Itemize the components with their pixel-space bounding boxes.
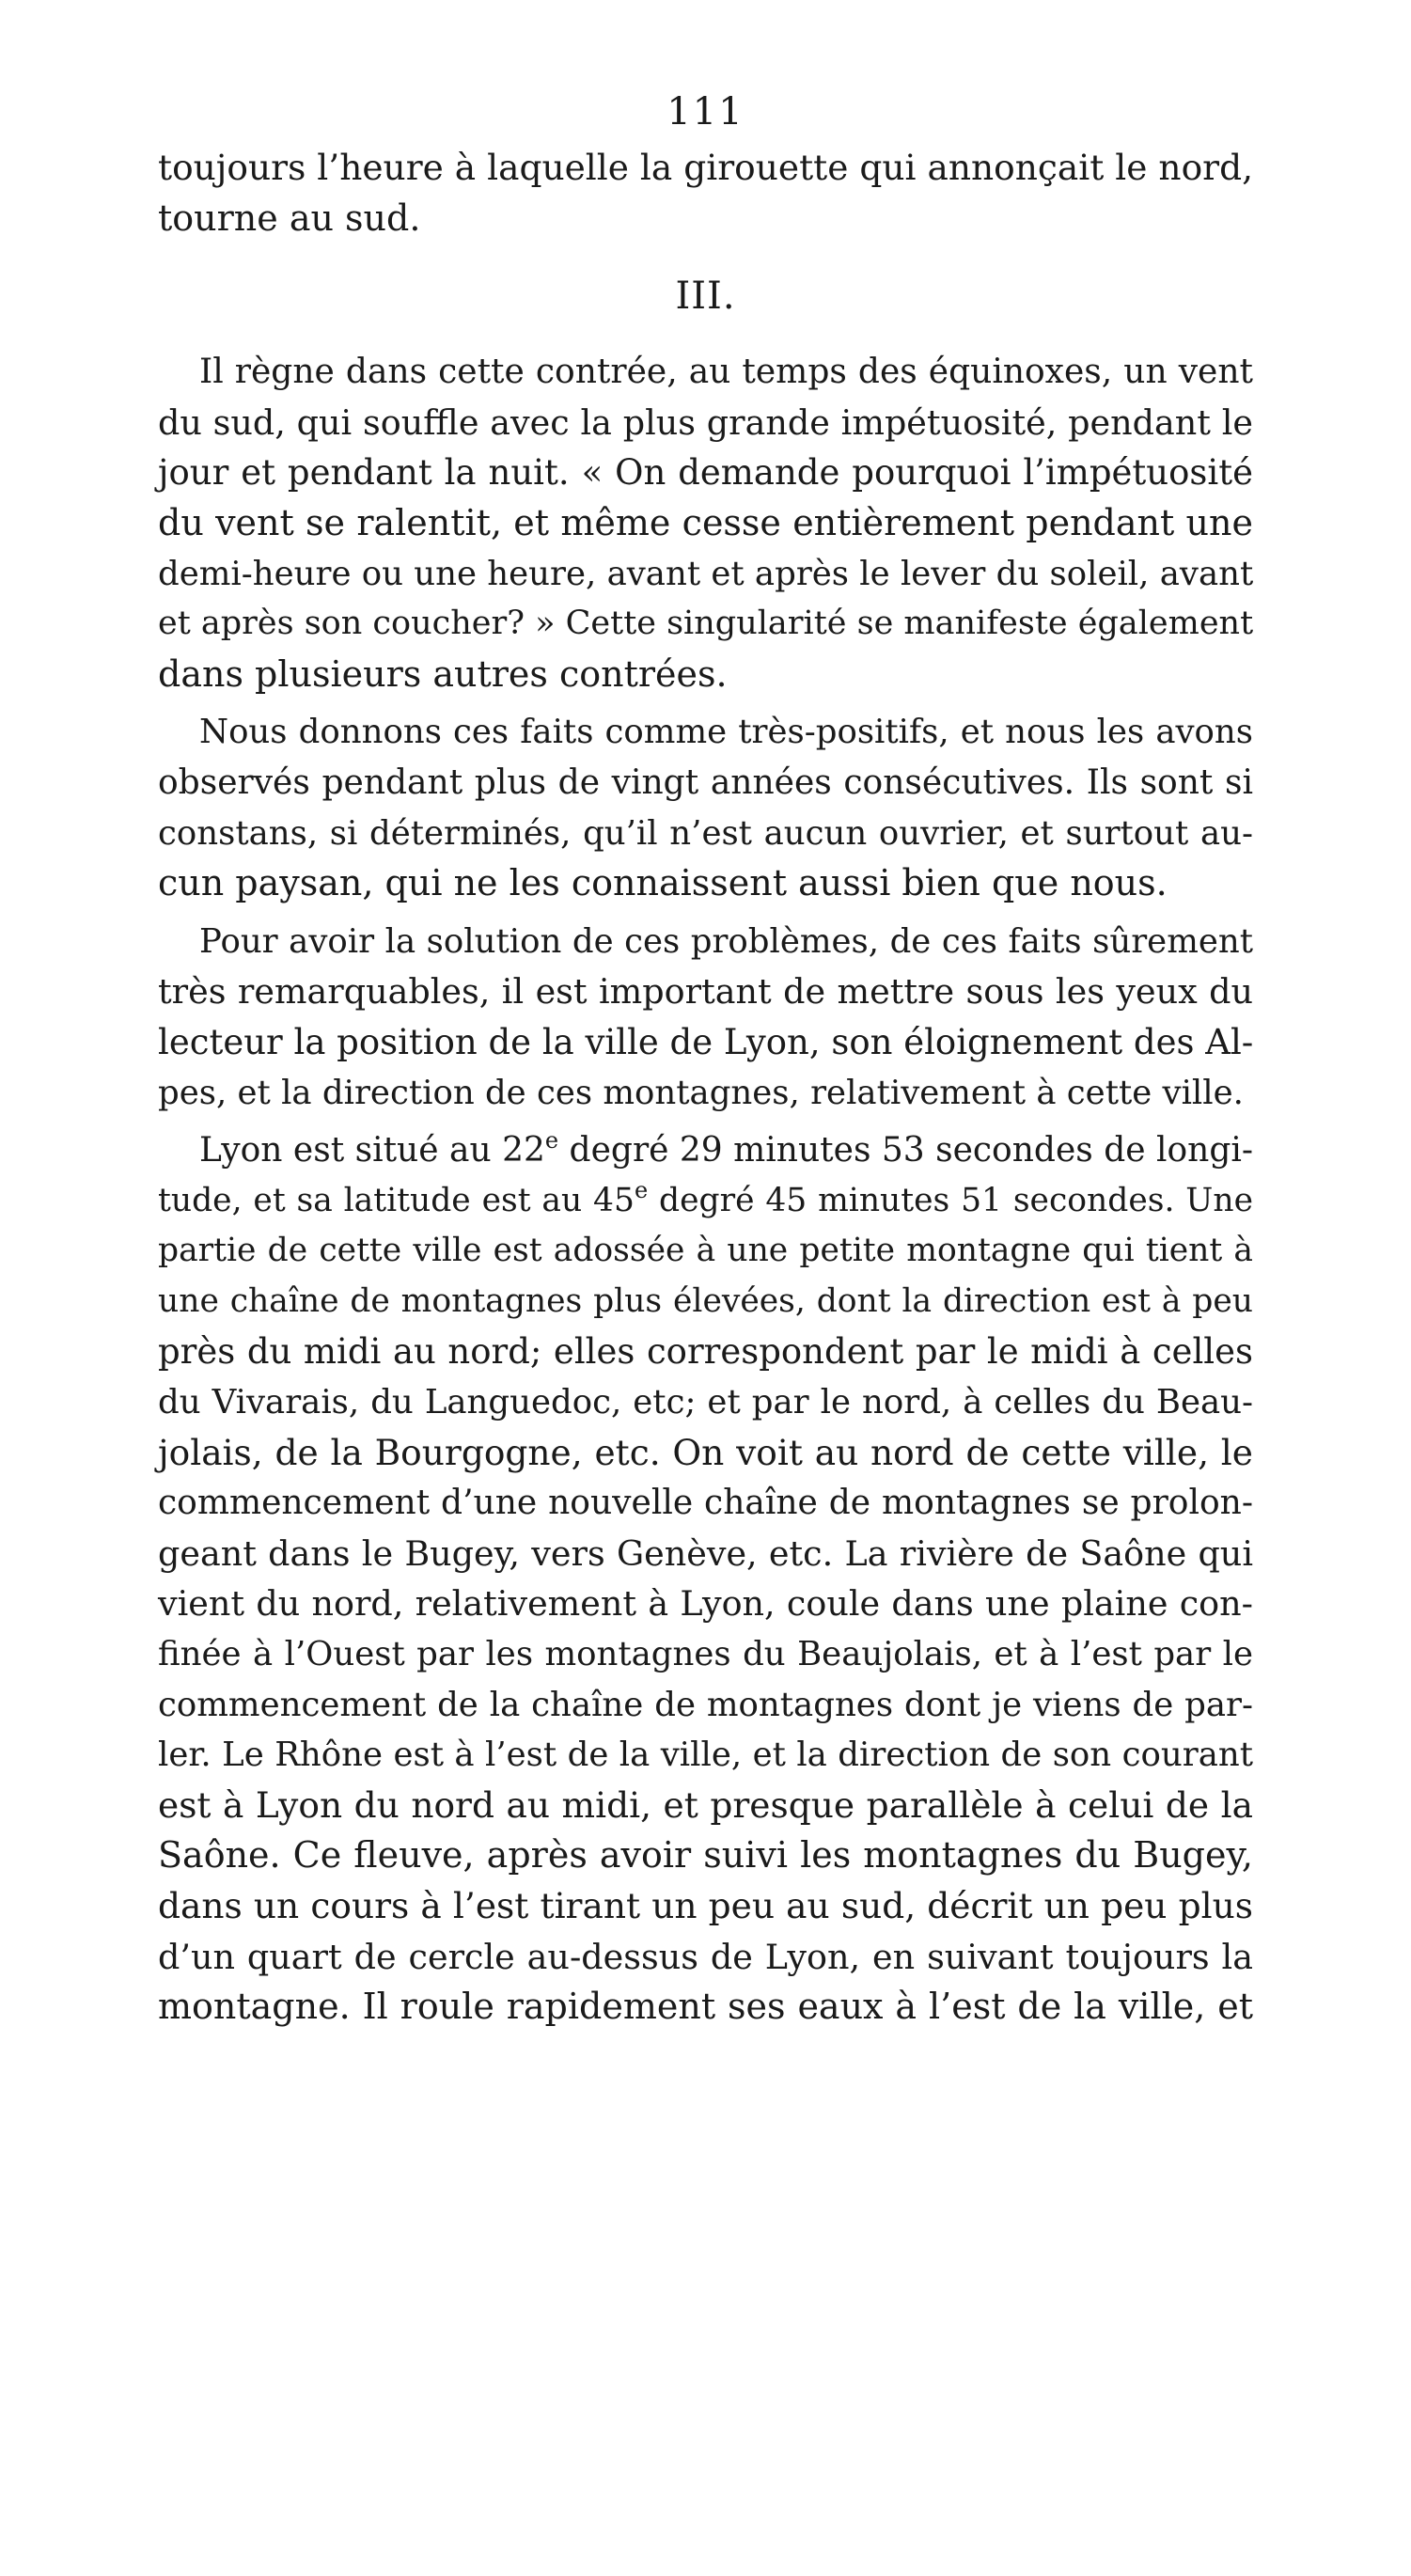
text-line: commencement de la chaîne de montagnes dont je viens de par- bbox=[158, 1685, 1253, 1724]
paragraph-continued bbox=[158, 143, 1253, 243]
text-line: une chaîne de montagnes plus élevées, dont la direction est à peu bbox=[158, 1281, 1253, 1320]
text-line: dans un cours à l’est tirant un peu au sud, décrit un peu plus bbox=[158, 1885, 1253, 1926]
text-fragment: degré 29 minutes 53 secondes de longi- bbox=[558, 1131, 1254, 1170]
text-line: partie de cette ville est adossée à une petite montagne qui tient à bbox=[158, 1232, 1253, 1270]
text-line: ler. Le Rhône est à l’est de la ville, et la direction de son courant bbox=[158, 1736, 1253, 1775]
text-line: cun paysan, qui ne les connaissent aussi bien que nous. bbox=[158, 862, 1168, 904]
text-fragment: tude, et sa latitude est au 45 bbox=[158, 1181, 635, 1219]
text-line: montagne. Il roule rapidement ses eaux à l’est de la ville, et bbox=[158, 1986, 1253, 2028]
text-line: commencement d’une nouvelle chaîne de montagnes se prolon- bbox=[158, 1484, 1253, 1523]
text-line: Nous donnons ces faits comme très-positifs, et nous les avons bbox=[199, 713, 1253, 752]
text-line: Il règne dans cette contrée, au temps des équinoxes, un vent bbox=[199, 353, 1253, 392]
text-line: d’un quart de cercle au-dessus de Lyon, en suivant toujours la bbox=[158, 1936, 1253, 1977]
text-line: Pour avoir la solution de ces problèmes, de ces faits sûrement bbox=[199, 921, 1253, 961]
text-line: jolais, de la Bourgogne, etc. On voit au nord de cette ville, le bbox=[158, 1431, 1253, 1473]
text-line: finée à l’Ouest par les montagnes du Beaujolais, et à l’est par le bbox=[158, 1635, 1253, 1674]
body-text bbox=[158, 143, 1253, 2033]
text-line: toujours l’heure à laquelle la girouette qui annonçait le nord, bbox=[158, 147, 1253, 188]
text-line: tourne au sud. bbox=[158, 196, 421, 239]
text-line: du sud, qui souffle avec la plus grande impétuosité, pendant le bbox=[158, 401, 1253, 443]
page-number: 111 bbox=[666, 90, 745, 134]
text-line: très remarquables, il est important de mettre sous les yeux du bbox=[158, 971, 1253, 1013]
superscript: e bbox=[634, 1176, 649, 1203]
text-line: du Vivarais, du Languedoc, etc; et par le nord, à celles du Beau- bbox=[158, 1383, 1253, 1422]
paragraph bbox=[158, 1125, 1253, 2033]
text-line: demi-heure ou une heure, avant et après le lever du soleil, avant bbox=[158, 554, 1254, 593]
text-line: est à Lyon du nord au midi, et presque parallèle à celui de la bbox=[158, 1783, 1253, 1826]
text-line bbox=[158, 1125, 1253, 1176]
text-line: constans, si déterminés, qu’il n’est aucun ouvrier, et surtout au- bbox=[158, 813, 1253, 853]
text-line: dans plusieurs autres contrées. bbox=[158, 652, 728, 695]
paragraph bbox=[158, 917, 1253, 1118]
superscript: e bbox=[544, 1127, 559, 1154]
text-line: geant dans le Bugey, vers Genève, etc. La rivière de Saône qui bbox=[158, 1532, 1253, 1574]
text-line: Saône. Ce fleuve, après avoir suivi les montagnes du Bugey, bbox=[158, 1834, 1253, 1877]
text-fragment: Lyon est situé au 22 bbox=[199, 1131, 545, 1170]
section-heading: III. bbox=[675, 275, 736, 319]
text-line: et après son coucher? » Cette singularité se manifeste également bbox=[158, 605, 1254, 643]
text-line: observés pendant plus de vingt années consécutives. Ils sont si bbox=[158, 762, 1253, 802]
text-line: vient du nord, relativement à Lyon, coule dans une plaine con- bbox=[158, 1583, 1253, 1625]
paragraph bbox=[158, 347, 1253, 699]
text-line bbox=[158, 1176, 1253, 1227]
text-line: du vent se ralentit, et même cesse entièrement pendant une bbox=[158, 501, 1253, 543]
paragraph bbox=[158, 707, 1253, 908]
text-fragment: degré 45 minutes 51 secondes. Une bbox=[648, 1181, 1253, 1219]
text-line: près du midi au nord; elles correspondent par le midi à celles bbox=[158, 1331, 1253, 1373]
text-line: lecteur la position de la ville de Lyon, son éloignement des Al- bbox=[158, 1021, 1254, 1062]
text-line: jour et pendant la nuit. « On demande pourquoi l’impétuosité bbox=[158, 452, 1253, 494]
text-line: pes, et la direction de ces montagnes, relativement à cette ville. bbox=[158, 1073, 1244, 1112]
